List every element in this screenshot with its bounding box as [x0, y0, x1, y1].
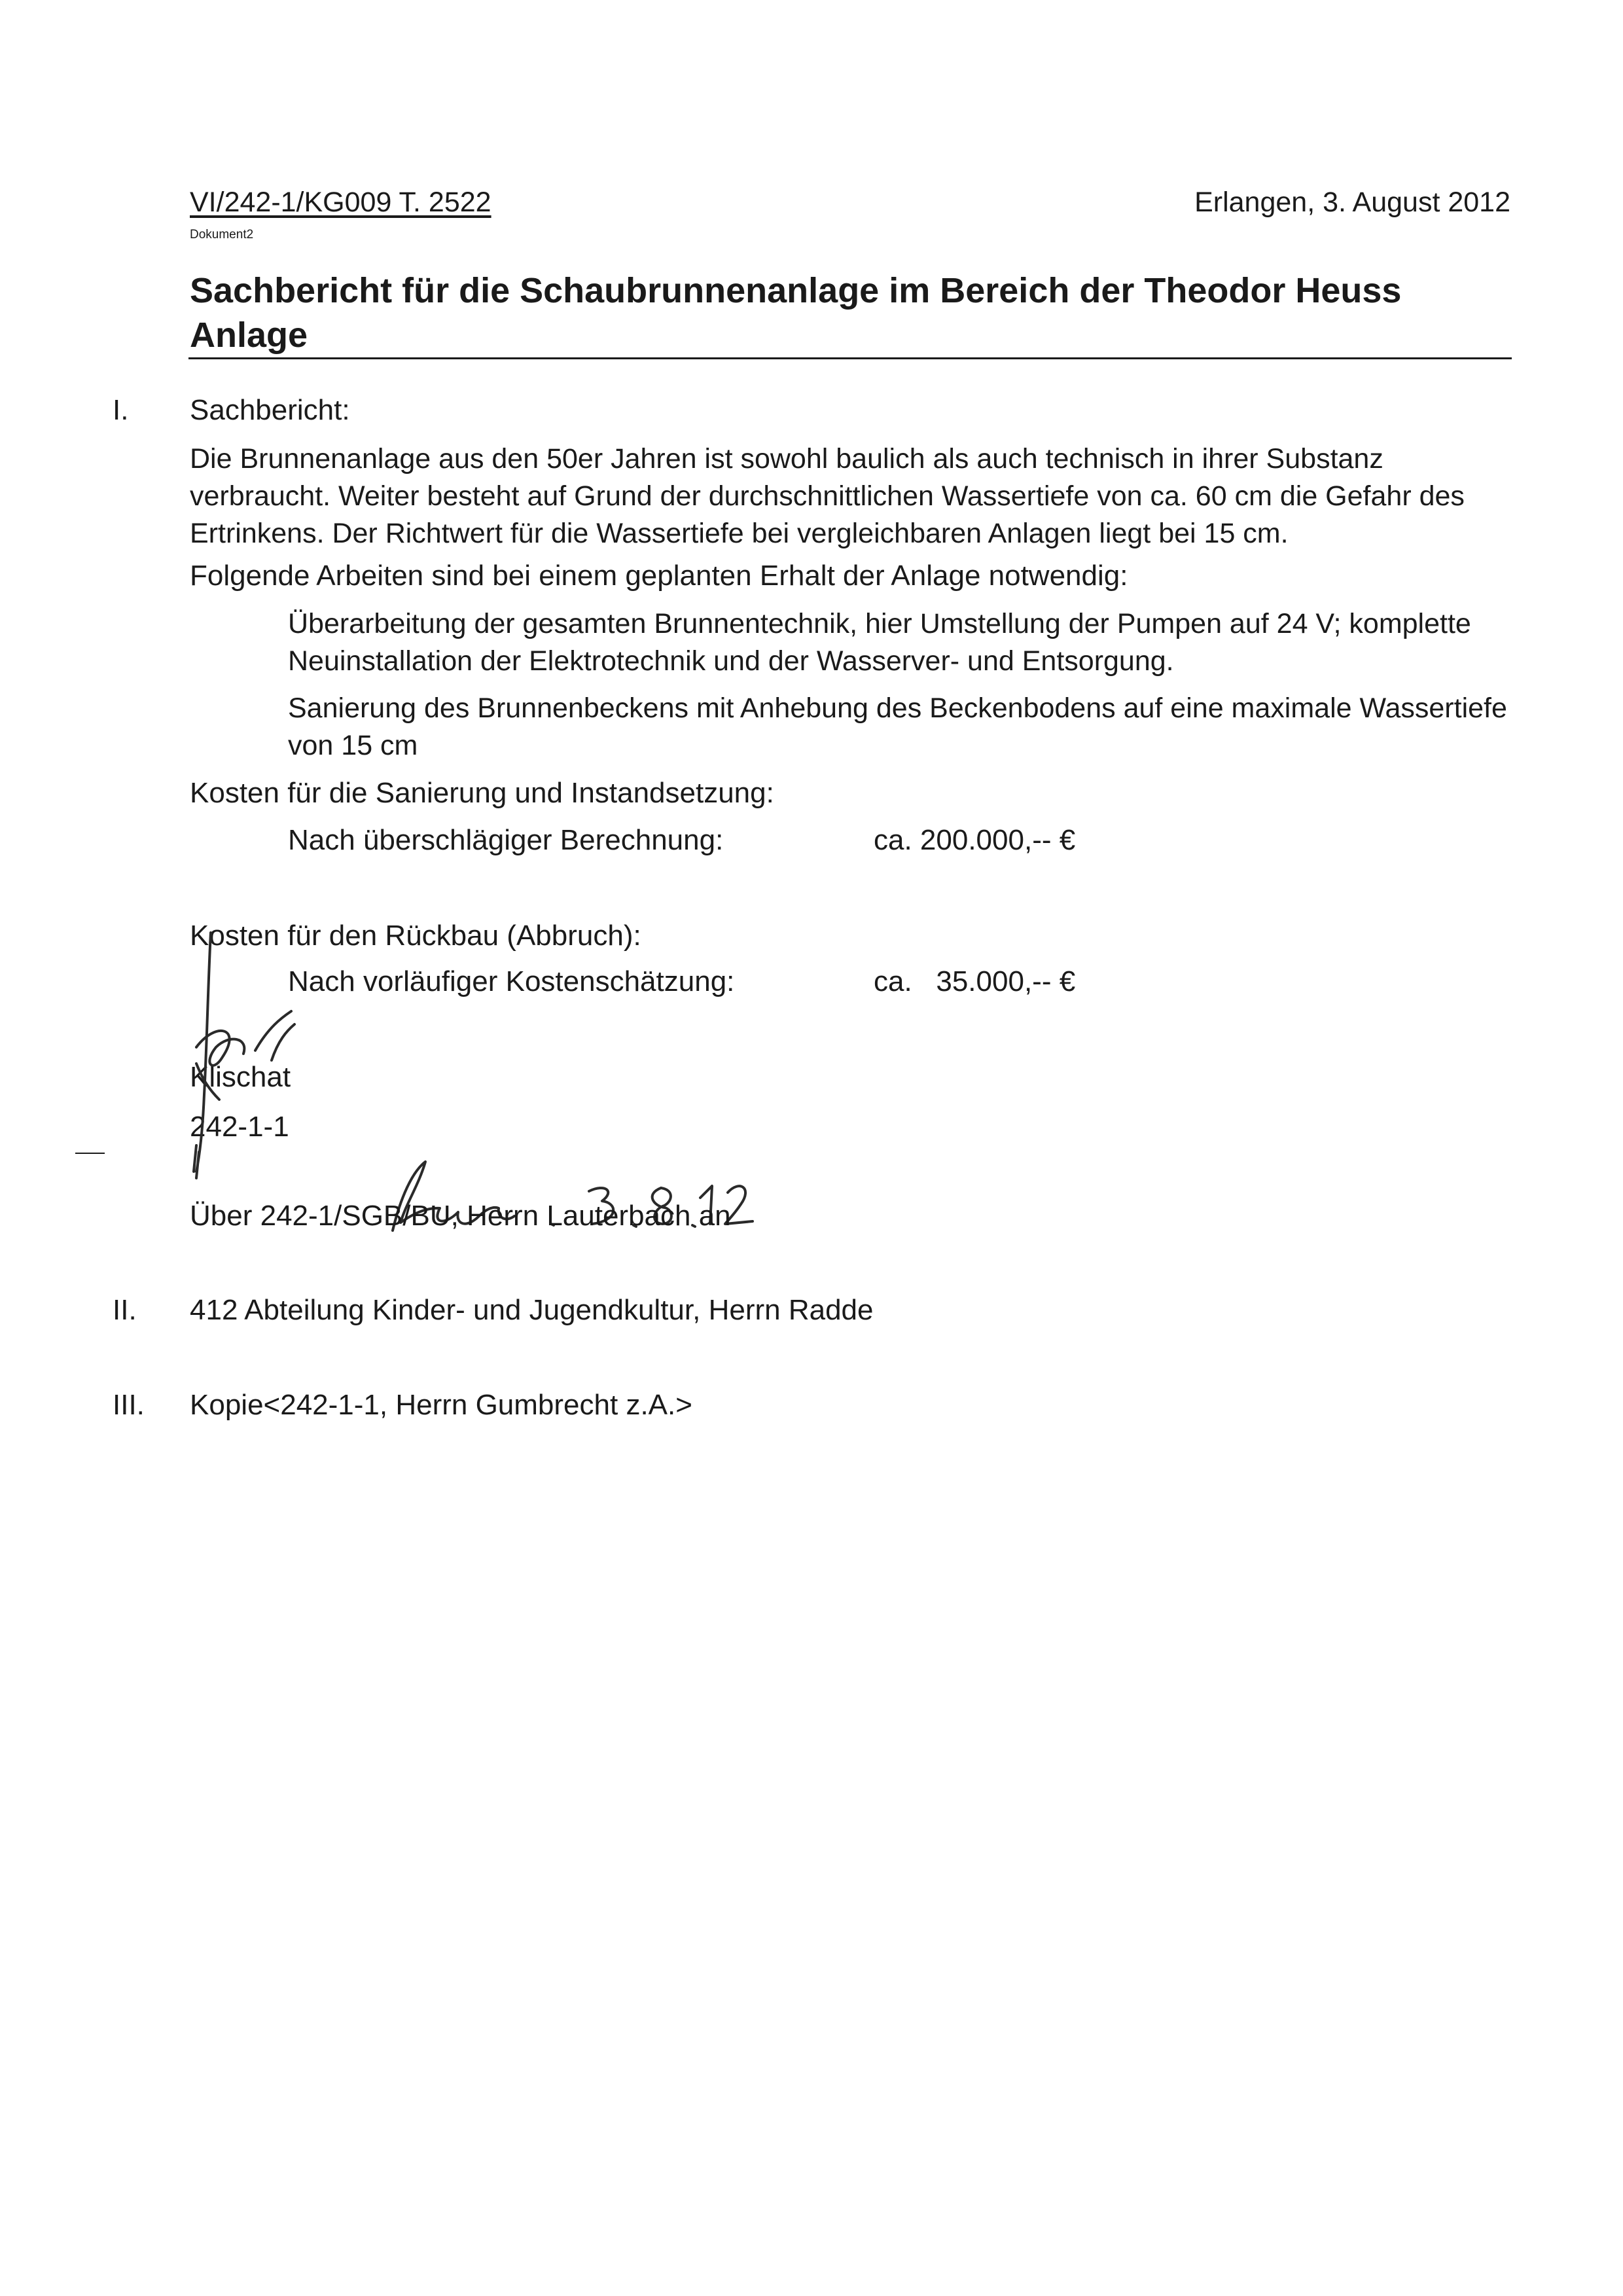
- report-paragraph: Die Brunnenanlage aus den 50er Jahren ist sowohl baulich als auch technisch in ihrer Substanz verbraucht. Weiter besteht auf Grund der durchschnittlichen Wassertiefe von ca. 60 cm die Gefahr des Ertrinkens. Der Richtwert für die Wassertiefe bei vergleichbaren Anlagen liegt bei 15 cm.: [190, 443, 1465, 549]
- section-3-numeral: III.: [113, 1389, 145, 1421]
- place-date: Erlangen, 3. August 2012: [1194, 187, 1510, 218]
- signature-loop: [196, 1011, 294, 1066]
- renovation-cost-amount: ca. 200.000,-- €: [874, 824, 1076, 856]
- routing-line: Über 242-1/SGB/BU, Herrn Lauterbach an: [190, 1200, 731, 1232]
- signature-k-overlay: [196, 1064, 219, 1100]
- work-item-2: Sanierung des Brunnenbeckens mit Anhebung des Beckenbodens auf eine maximale Wassertiefe von 15 cm: [288, 692, 1507, 761]
- renovation-cost-label: Kosten für die Sanierung und Instandsetzung:: [190, 777, 774, 809]
- section-2-numeral: II.: [113, 1294, 137, 1326]
- works-intro: Folgende Arbeiten sind bei einem geplanten Erhalt der Anlage notwendig:: [190, 560, 1128, 592]
- section-1-numeral: I.: [113, 394, 129, 426]
- renovation-cost-basis: Nach überschlägiger Berechnung:: [288, 824, 724, 856]
- document-name: Dokument2: [190, 228, 254, 242]
- document-title: Sachbericht für die Schaubrunnenanlage im Bereich der Theodor Heuss Anlage: [190, 271, 1402, 355]
- handwritten-note-text: Lem. 3.8.12: [406, 1237, 410, 1238]
- section-2-text: 412 Abteilung Kinder- und Jugendkultur, Herrn Radde: [190, 1294, 874, 1326]
- work-item-1: Überarbeitung der gesamten Brunnentechnik, hier Umstellung der Pumpen auf 24 V; komplette Neuinstallation der Elektrotechnik und der Wasserver- und Entsorgung.: [288, 608, 1471, 677]
- author-unit: 242-1-1: [190, 1111, 289, 1143]
- section-1-heading: Sachbericht:: [190, 394, 350, 426]
- demolition-cost-label: Kosten für den Rückbau (Abbruch):: [190, 920, 641, 952]
- reference-number: VI/242-1/KG009 T. 2522: [190, 187, 491, 218]
- demolition-cost-amount: ca. 35.000,-- €: [874, 965, 1076, 997]
- section-3-text: Kopie<242-1-1, Herrn Gumbrecht z.A.>: [190, 1389, 692, 1421]
- signature-vertical-stroke: [196, 933, 211, 1178]
- demolition-cost-basis: Nach vorläufiger Kostenschätzung:: [288, 965, 735, 997]
- author-name: Klischat: [190, 1061, 291, 1093]
